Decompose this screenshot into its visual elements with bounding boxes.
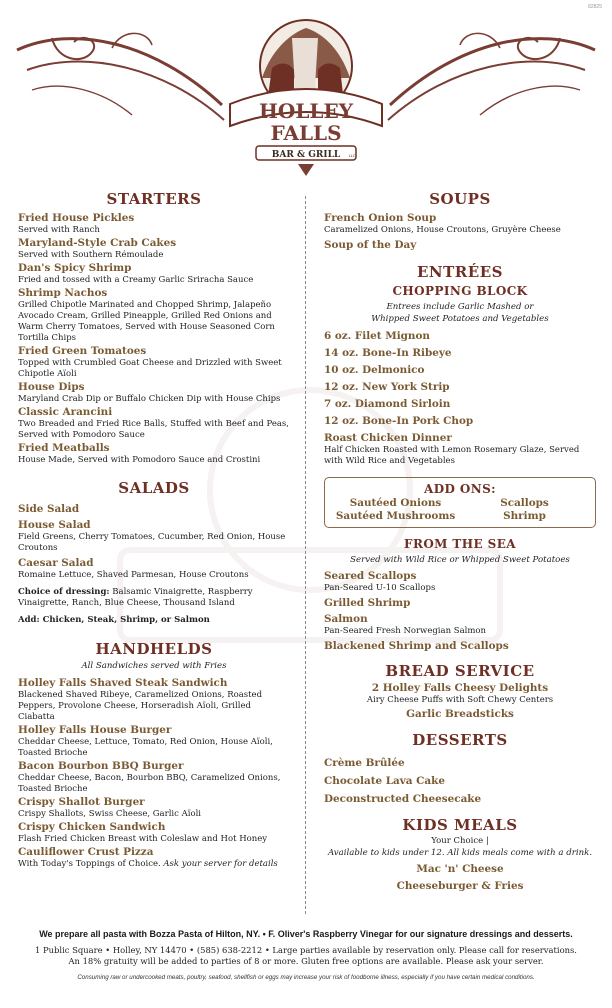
menu-item — [324, 330, 596, 343]
item-description: Pan-Seared Fresh Norwegian Salmon — [324, 626, 487, 636]
item-description-main: With Today's Toppings of Choice. — [18, 859, 161, 869]
menu-item — [18, 503, 290, 516]
entrees-title: ENTRÉES — [417, 263, 503, 281]
item-description: Romaine Lettuce, Shaved Parmesan, House Croutons — [18, 570, 249, 580]
item-description: Cheddar Cheese, Lettuce, Tomato, Red Onion, House Aïoli, Toasted Brioche — [18, 737, 273, 758]
item-name: Side Salad — [18, 503, 80, 515]
item-name: Caesar Salad — [18, 557, 94, 569]
menu-item — [18, 212, 290, 236]
item-name: 14 oz. Bone-In Ribeye — [324, 347, 452, 359]
item-name: Salmon — [324, 613, 368, 625]
item-description: Grilled Chipotle Marinated and Chopped Shrimp, Jalapeño Avocado Cream, Grilled Pineapple, Grilled Red Onions and Warm Cherry Tomatoes, Served with House Seasoned Corn Tortilla Chips — [18, 300, 275, 343]
item-name: Fried Green Tomatoes — [18, 345, 147, 357]
footer-contact: 1 Public Square • Holley, NY 14470 • (585) 638-2212 • Large parties available by reservation only. Please call for reservations. — [35, 945, 577, 955]
menu-item — [324, 239, 596, 252]
left-swirl-ornament — [12, 20, 232, 140]
menu-item — [324, 613, 596, 637]
item-name: Fried House Pickles — [18, 212, 135, 224]
item-description: Pan-Seared U-10 Scallops — [324, 583, 436, 593]
item-description: Maryland Crab Dip or Buffalo Chicken Dip with House Chips — [18, 394, 281, 404]
menu-item — [18, 237, 290, 261]
item-description: Flash Fried Chicken Breast with Coleslaw and Hot Honey — [18, 834, 268, 844]
menu-item — [18, 796, 290, 820]
dessert-item: Crème Brûlée — [324, 757, 405, 769]
from-the-sea-note: Served with Wild Rice or Whipped Sweet Potatoes — [350, 555, 570, 565]
item-description: Half Chicken Roasted with Lemon Rosemary Glaze, Served with Wild Rice and Vegetables — [324, 445, 580, 466]
menu-item — [324, 347, 596, 360]
item-description: House Made, Served with Pomodoro Sauce and Crostini — [18, 455, 261, 465]
menu-item — [18, 345, 290, 380]
add-ons-box — [324, 477, 596, 528]
item-name: Fried Meatballs — [18, 442, 110, 454]
logo-top-line: HOLLEY — [259, 99, 353, 123]
bread-item: 2 Holley Falls Cheesy Delights — [371, 682, 549, 694]
salads-title: SALADS — [118, 479, 190, 497]
item-name: Holley Falls Shaved Steak Sandwich — [18, 677, 228, 689]
item-description: Served with Ranch — [18, 225, 100, 235]
add-on-item: Scallops — [500, 497, 549, 509]
item-name: 10 oz. Delmonico — [324, 364, 425, 376]
right-swirl-ornament — [380, 20, 600, 140]
soups-title: SOUPS — [429, 190, 491, 208]
item-name: Seared Scallops — [324, 570, 417, 582]
item-name: Shrimp Nachos — [18, 287, 108, 299]
menu-item — [324, 415, 596, 428]
item-name: Bacon Bourbon BBQ Burger — [18, 760, 184, 772]
menu-item — [18, 821, 290, 845]
item-name: 7 oz. Diamond Sirloin — [324, 398, 451, 410]
from-the-sea-title: FROM THE SEA — [404, 537, 516, 551]
left-column — [18, 190, 290, 871]
menu-item — [324, 212, 596, 236]
item-name: Soup of the Day — [324, 239, 417, 251]
item-name: 12 oz. New York Strip — [324, 381, 450, 393]
menu-item — [324, 381, 596, 394]
menu-item — [18, 677, 290, 723]
item-name: 6 oz. Filet Mignon — [324, 330, 430, 342]
menu-item — [18, 262, 290, 286]
menu-item — [18, 406, 290, 441]
add-on-item: Shrimp — [503, 510, 546, 522]
item-description: Topped with Crumbled Goat Cheese and Drizzled with Sweet Chipotle Aïoli — [18, 358, 282, 379]
menu-item — [324, 570, 596, 594]
footer-suppliers: We prepare all pasta with Bozza Pasta of Hilton, NY. • F. Oliver's Raspberry Vinegar for our signature dressings and desserts. — [39, 929, 573, 939]
dressing-options: Balsamic Vinaigrette, Raspberry Vinaigrette, Ranch, Blue Cheese, Thousand Island — [18, 587, 253, 608]
item-name: Blackened Shrimp and Scallops — [324, 640, 509, 652]
item-description: Field Greens, Cherry Tomatoes, Cucumber, Red Onion, House Croutons — [18, 532, 286, 553]
kids-meals-title: KIDS MEALS — [402, 816, 518, 834]
add-ons-grid — [331, 497, 589, 523]
item-name: Roast Chicken Dinner — [324, 432, 452, 444]
right-column — [324, 190, 596, 893]
item-description-note: Ask your server for details — [163, 859, 278, 869]
kids-item: Cheeseburger & Fries — [396, 880, 524, 892]
chopping-block-note-2: Whipped Sweet Potatoes and Vegetables — [371, 314, 549, 324]
logo-banner: BAR & GRILL — [271, 150, 341, 160]
handhelds-note: All Sandwiches served with Fries — [81, 661, 227, 671]
item-description — [18, 859, 290, 870]
menu-item — [18, 287, 290, 344]
menu-item — [18, 519, 290, 554]
chopping-block-note-1: Entrees include Garlic Mashed or — [386, 302, 534, 312]
menu-item — [324, 597, 596, 610]
kids-choice: Your Choice | — [431, 836, 489, 846]
menu-item — [18, 557, 290, 581]
menu-item — [324, 398, 596, 411]
header — [0, 0, 612, 180]
menu-code: 82825 — [588, 4, 602, 10]
add-on-item: Sautéed Mushrooms — [335, 510, 456, 522]
item-description: Cheddar Cheese, Bacon, Bourbon BBQ, Caramelized Onions, Toasted Brioche — [18, 773, 281, 794]
item-name: Maryland-Style Crab Cakes — [18, 237, 177, 249]
starters-title: STARTERS — [106, 190, 202, 208]
desserts-title: DESSERTS — [412, 731, 508, 749]
item-description: Served with Southern Rémoulade — [18, 250, 164, 260]
item-name: 12 oz. Bone-In Pork Chop — [324, 415, 474, 427]
menu-item — [324, 432, 596, 467]
item-name: Classic Arancini — [18, 406, 113, 418]
item-name: Cauliflower Crust Pizza — [18, 846, 154, 858]
menu-item — [324, 364, 596, 377]
footer-gratuity: An 18% gratuity will be added to parties of 8 or more. Gluten free options are available. Please ask your server. — [68, 956, 544, 966]
item-description: Crispy Shallots, Swiss Cheese, Garlic Aïoli — [18, 809, 202, 819]
menu-item — [18, 846, 290, 870]
item-description: Fried and tossed with a Creamy Garlic Sriracha Sauce — [18, 275, 254, 285]
chopping-block-title: CHOPPING BLOCK — [392, 284, 528, 298]
item-description: Blackened Shaved Ribeye, Caramelized Onions, Roasted Peppers, Provolone Cheese, Horseradish Aïoli, Grilled Ciabatta — [18, 690, 263, 722]
footer — [0, 928, 612, 982]
menu-item — [18, 442, 290, 466]
handhelds-title: HANDHELDS — [95, 640, 213, 658]
kids-note: Available to kids under 12. All kids meals come with a drink. — [327, 848, 593, 858]
item-description: Two Breaded and Fried Rice Balls, Stuffed with Beef and Peas, Served with Pomodoro Sauce — [18, 419, 289, 440]
logo-llc-mark: LLC — [348, 154, 356, 158]
bread-item-description: Airy Cheese Puffs with Soft Chewy Centers — [366, 695, 554, 705]
menu-item — [18, 381, 290, 405]
menu-item — [18, 724, 290, 759]
logo-bottom-line: FALLS — [270, 121, 342, 145]
item-name: Grilled Shrimp — [324, 597, 411, 609]
menu-item — [324, 640, 596, 653]
dessert-item: Deconstructed Cheesecake — [324, 793, 482, 805]
footer-consumer-advisory: Consuming raw or undercooked meats, poultry, seafood, shellfish or eggs may increase your risk of foodborne illness, especially if you have certain medical conditions. — [77, 974, 535, 981]
column-divider — [305, 196, 306, 914]
bread-item: Garlic Breadsticks — [406, 708, 514, 720]
add-ons-title: ADD ONS: — [423, 482, 497, 496]
holley-falls-logo — [222, 8, 390, 178]
item-name: French Onion Soup — [324, 212, 437, 224]
item-name: Crispy Chicken Sandwich — [18, 821, 166, 833]
dressing-label: Choice of dressing: — [18, 587, 110, 597]
add-on-item: Sautéed Onions — [349, 497, 442, 509]
salad-add-ons: Add: Chicken, Steak, Shrimp, or Salmon — [18, 615, 210, 625]
item-name: House Dips — [18, 381, 85, 393]
menu-item — [18, 760, 290, 795]
item-name: House Salad — [18, 519, 91, 531]
dressing-choices — [18, 587, 290, 609]
kids-item: Mac 'n' Cheese — [416, 863, 504, 875]
dessert-item: Chocolate Lava Cake — [324, 775, 445, 787]
item-name: Crispy Shallot Burger — [18, 796, 145, 808]
bread-service-title: BREAD SERVICE — [385, 662, 535, 680]
item-name: Dan's Spicy Shrimp — [18, 262, 132, 274]
item-description: Caramelized Onions, House Croutons, Gruyère Cheese — [324, 225, 561, 235]
item-name: Holley Falls House Burger — [18, 724, 172, 736]
